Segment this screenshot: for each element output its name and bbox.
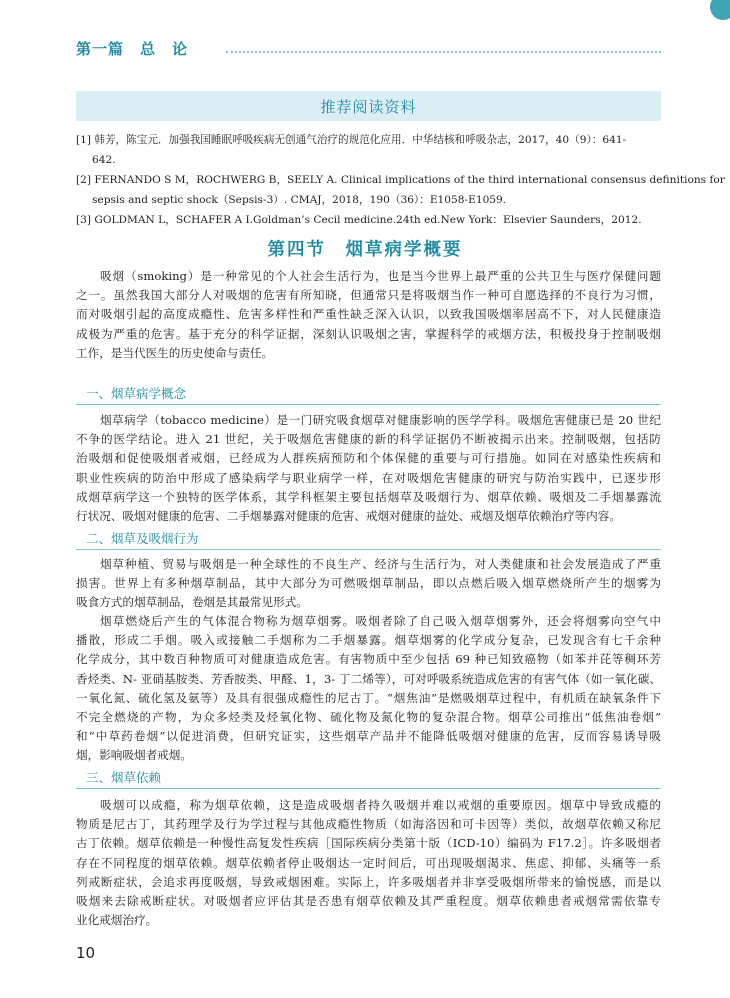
intro-line: 之一。虽然我国大部分人对吸烟的危害有所知晓，但通常只是将吸烟当作一种可自愿选择的不良行为习惯， xyxy=(76,288,661,303)
intro-line: 吸烟（smoking）是一种常见的个人社会生活行为，也是当今世界上最严重的公共卫生与医疗保健问题 xyxy=(100,269,661,283)
s1-line: 不争的医学结论。进入 21 世纪，关于吸烟危害健康的新的科学证据仍不断被揭示出来。控制吸烟，包括防 xyxy=(76,432,661,447)
reference-2-line-2: sepsis and septic shock（Sepsis-3）. CMAJ，2018，190（36）：E1058-E1059. xyxy=(92,194,507,206)
subsection-2-title: 二、烟草及吸烟行为 xyxy=(86,531,199,546)
s2-p2-line: 播散，形成二手烟。吸入或接触二手烟称为二手烟暴露。烟草烟雾的化学成分复杂，已发现含有七千余种 xyxy=(76,633,661,648)
running-header xyxy=(76,36,661,62)
reference-3-line-1: [3] GOLDMAN L，SCHAFER A I.Goldman’s Cecil medicine.24th ed.New York：Elsevier Saunders，2012. xyxy=(76,214,642,226)
s3-line: 吸烟来去除戒断症状。对吸烟者应评估其是否患有烟草依赖及其严重程度。烟草依赖患者戒烟常需依靠专 xyxy=(76,894,661,909)
s3-line: 物质是尼古丁，其药理学及行为学过程与其他成瘾性物质（如海洛因和可卡因等）类似，故烟草依赖又称尼 xyxy=(76,817,661,832)
s2-p2-line: 化学成分，其中数百种物质可对健康造成危害。有害物质中至少包括 69 种已知致癌物（如苯并芘等稠环芳 xyxy=(76,652,661,667)
s3-line: 吸烟可以成瘾，称为烟草依赖，这是造成吸烟者持久吸烟并难以戒烟的重要原因。烟草中导致成瘾的 xyxy=(100,798,661,812)
s2-p2-line: 一氧化氮、硫化氢及氨等）及具有很强成瘾性的尼古丁。“烟焦油”是燃吸烟草过程中，有机质在缺氧条件下 xyxy=(76,690,661,705)
s1-line: 治吸烟和促使吸烟者戒烟，已经成为人群疾病预防和个体保健的重要与可行措施。如同在对感染性疾病和 xyxy=(76,451,661,466)
intro-paragraph xyxy=(76,267,661,363)
subsection-3-paragraph xyxy=(76,796,661,930)
subsection-3-title: 三、烟草依赖 xyxy=(86,770,162,785)
s1-line: 成烟草病学这一个独特的医学体系，其学科框架主要包括烟草及吸烟行为、烟草依赖、吸烟及二手烟暴露流 xyxy=(76,489,661,504)
subsection-2-paragraph-1 xyxy=(76,555,661,613)
subsection-2-rule xyxy=(76,549,661,550)
subsection-1-rule xyxy=(76,404,661,405)
reference-1-line-1: [1] 韩芳，陈宝元．加强我国睡眠呼吸疾病无创通气治疗的规范化应用．中华结核和呼吸杂志，2017，40（9）：641- xyxy=(76,134,627,146)
corner-tab-decoration xyxy=(698,0,730,20)
s2-p2-line: 不完全燃烧的产物，为众多烃类及烃氧化物、硫化物及氮化物的复杂混合物。烟草公司推出“低焦油卷烟” xyxy=(76,710,661,725)
subsection-3-rule xyxy=(76,788,661,789)
s3-line: 存在不同程度的烟草依赖。烟草依赖者停止吸烟达一定时间后，可出现吸烟渴求、焦虑、抑郁、头痛等一系 xyxy=(76,855,661,870)
subsection-2-paragraph-2 xyxy=(76,612,661,766)
s2-p1-line: 吸食方式的烟草制品，卷烟是其最常见形式。 xyxy=(76,595,308,610)
subsection-1-paragraph xyxy=(76,411,661,526)
s1-line: 烟草病学（tobacco medicine）是一门研究吸食烟草对健康影响的医学学科。吸烟危害健康已是 20 世纪 xyxy=(100,413,661,427)
s2-p1-line: 损害。世界上有多种烟草制品，其中大部分为可燃吸烟草制品，即以点燃后吸入烟草燃烧所产生的烟雾为 xyxy=(76,576,661,591)
reference-1-line-2: 642. xyxy=(92,154,116,166)
page-number: 10 xyxy=(76,944,96,962)
reading-title-band xyxy=(76,91,661,121)
s3-line: 业化戒烟治疗。 xyxy=(76,913,158,928)
header-dotted-rule xyxy=(226,51,661,53)
s2-p1-line: 烟草种植、贸易与吸烟是一种全球性的不良生产、经济与生活行为，对人类健康和社会发展造成了严重 xyxy=(100,557,661,571)
intro-line: 成极为严重的危害。基于充分的科学证据，深刻认识吸烟之害，掌握科学的戒烟方法，积极投身于控制吸烟 xyxy=(76,326,661,341)
s2-p2-line: 烟草燃烧后产生的气体混合物称为烟草烟雾。吸烟者除了自己吸入烟草烟雾外，还会将烟雾向空气中 xyxy=(100,614,661,628)
s2-p2-line: 和“中草药卷烟”以促进消费，但研究证实，这些烟草产品并不能降低吸烟对健康的危害，反而容易诱导吸 xyxy=(76,729,661,744)
subsection-1-title: 一、烟草病学概念 xyxy=(86,386,187,401)
s1-line: 行状况、吸烟对健康的危害、二手烟暴露对健康的危害、戒烟对健康的益处、戒烟及烟草依赖治疗等内容。 xyxy=(76,509,621,524)
s1-line: 职业性疾病的防治中形成了感染病学与职业病学一样，在对吸烟危害健康的研究与防治实践中，已逐步形 xyxy=(76,470,661,485)
s2-p2-line: 香烃类、N- 亚硝基胺类、芳香胺类、甲醛、1，3- 丁二烯等），可对呼吸系统造成危害的有害气体（如一氧化碳、 xyxy=(76,671,661,686)
intro-line: 而对吸烟引起的高度成瘾性、危害多样性和严重性缺乏深入认识，以致我国吸烟率居高不下，对人民健康造 xyxy=(76,307,661,322)
intro-line: 工作，是当代医生的历史使命与责任。 xyxy=(76,345,274,360)
reference-2-line-1: [2] FERNANDO S M，ROCHWERG B，SEELY A. Clinical implications of the third international consensus definitions for xyxy=(76,174,725,186)
s3-line: 古丁依赖。烟草依赖是一种慢性高复发性疾病［国际疾病分类第十版（ICD-10）编码为 F17.2］。许多吸烟者 xyxy=(76,836,661,851)
reading-title: 推荐阅读资料 xyxy=(320,98,417,116)
s3-line: 列戒断症状，会追求再度吸烟，导致戒烟困难。实际上，许多吸烟者并非享受吸烟所带来的愉悦感，而是以 xyxy=(76,874,661,889)
header-part-label: 第一篇 总 论 xyxy=(76,40,189,58)
section-title: 第四节 烟草病学概要 xyxy=(267,240,463,260)
s2-p2-line: 烟，影响吸烟者戒烟。 xyxy=(76,748,192,763)
